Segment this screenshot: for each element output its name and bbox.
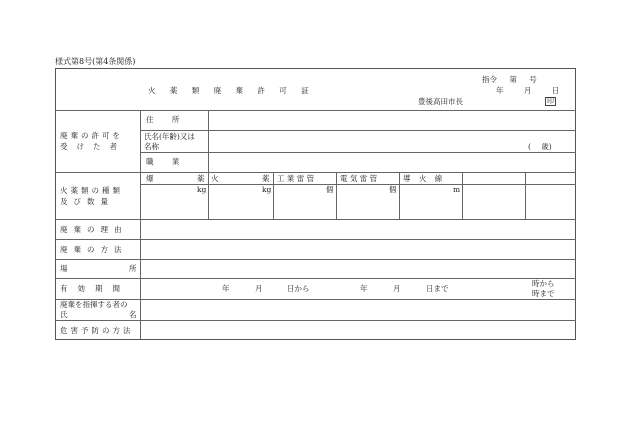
supervisor-label-2b: 名 [129,310,137,319]
time-from: 時から [532,279,555,288]
place-label-right: 所 [129,264,137,273]
rule-applicant-label [208,110,209,172]
type-fuse: 導 火 線 [403,174,443,183]
occupation-label: 職 業 [146,157,180,166]
period-from-year: 年 [222,284,230,293]
supervisor-label-1: 廃棄を指揮する者の [60,300,128,309]
unit-electric-detonator: 個 [389,185,397,194]
rule-type-4 [399,172,400,219]
form-title: 火 薬 類 廃 棄 許 可 証 [148,86,315,95]
unit-gunpowder: kg [262,185,272,194]
rule-type-5 [462,172,463,219]
type-industrial-detonator: 工 業 雷 管 [277,174,315,183]
seal-mark: 印 [547,97,554,105]
unit-industrial-detonator: 個 [326,185,334,194]
prevention-label: 危害予防の方法 [60,326,134,335]
rule-type-2 [273,172,274,219]
type-explosive-left: 爆 [146,174,154,183]
quantity-label-2: 及び数量 [60,197,114,206]
rule-method [56,259,576,260]
applicant-label-1: 廃棄の許可を [60,131,123,140]
supervisor-label-2a: 氏 [60,310,68,319]
period-from-month: 月 [255,284,263,293]
rule-supervisor [56,320,576,321]
type-electric-detonator: 電 気 雷 管 [340,174,378,183]
applicant-label-2: 受けた者 [60,142,126,151]
rule-place [56,278,576,279]
quantity-label-1: 火薬類の種類 [60,186,123,195]
rule-address [140,130,576,131]
permit-form [55,68,576,340]
issue-date: 年 月 日 [496,86,560,95]
period-to-month: 月 [393,284,401,293]
rule-quantity [56,219,576,220]
permit-number: 指令 第 号 [482,75,537,84]
type-gunpowder-right: 薬 [262,174,270,183]
unit-explosive: kg [197,185,207,194]
issuer-name: 豊後高田市長 [418,97,463,106]
period-label: 有効期間 [60,284,130,293]
reason-label: 廃棄の理由 [60,225,128,234]
rule-period [56,299,576,300]
rule-type-6 [525,172,526,219]
rule-applicant [56,172,576,173]
rule-type-3 [336,172,337,219]
type-gunpowder-left: 火 [211,174,219,183]
type-explosive-right: 薬 [197,174,205,183]
unit-fuse: m [453,185,461,194]
period-to-year: 年 [360,284,368,293]
time-to: 時まで [532,289,555,298]
address-label: 住 所 [146,115,180,124]
name-label-1: 氏名(年齢)又は [144,132,195,141]
name-label-2: 名称 [144,142,159,151]
method-label: 廃棄の方法 [60,245,128,254]
rule-label-column [140,110,141,340]
period-from-day: 日から [287,284,310,293]
rule-reason [56,239,576,240]
rule-type-1 [208,172,209,219]
form-caption: 様式第8号(第4条関係) [55,57,136,66]
rule-header [56,110,576,111]
place-label-left: 場 [60,264,68,273]
age-field: ( 歳) [528,142,552,151]
rule-name [140,152,576,153]
period-to-day: 日まで [426,284,449,293]
